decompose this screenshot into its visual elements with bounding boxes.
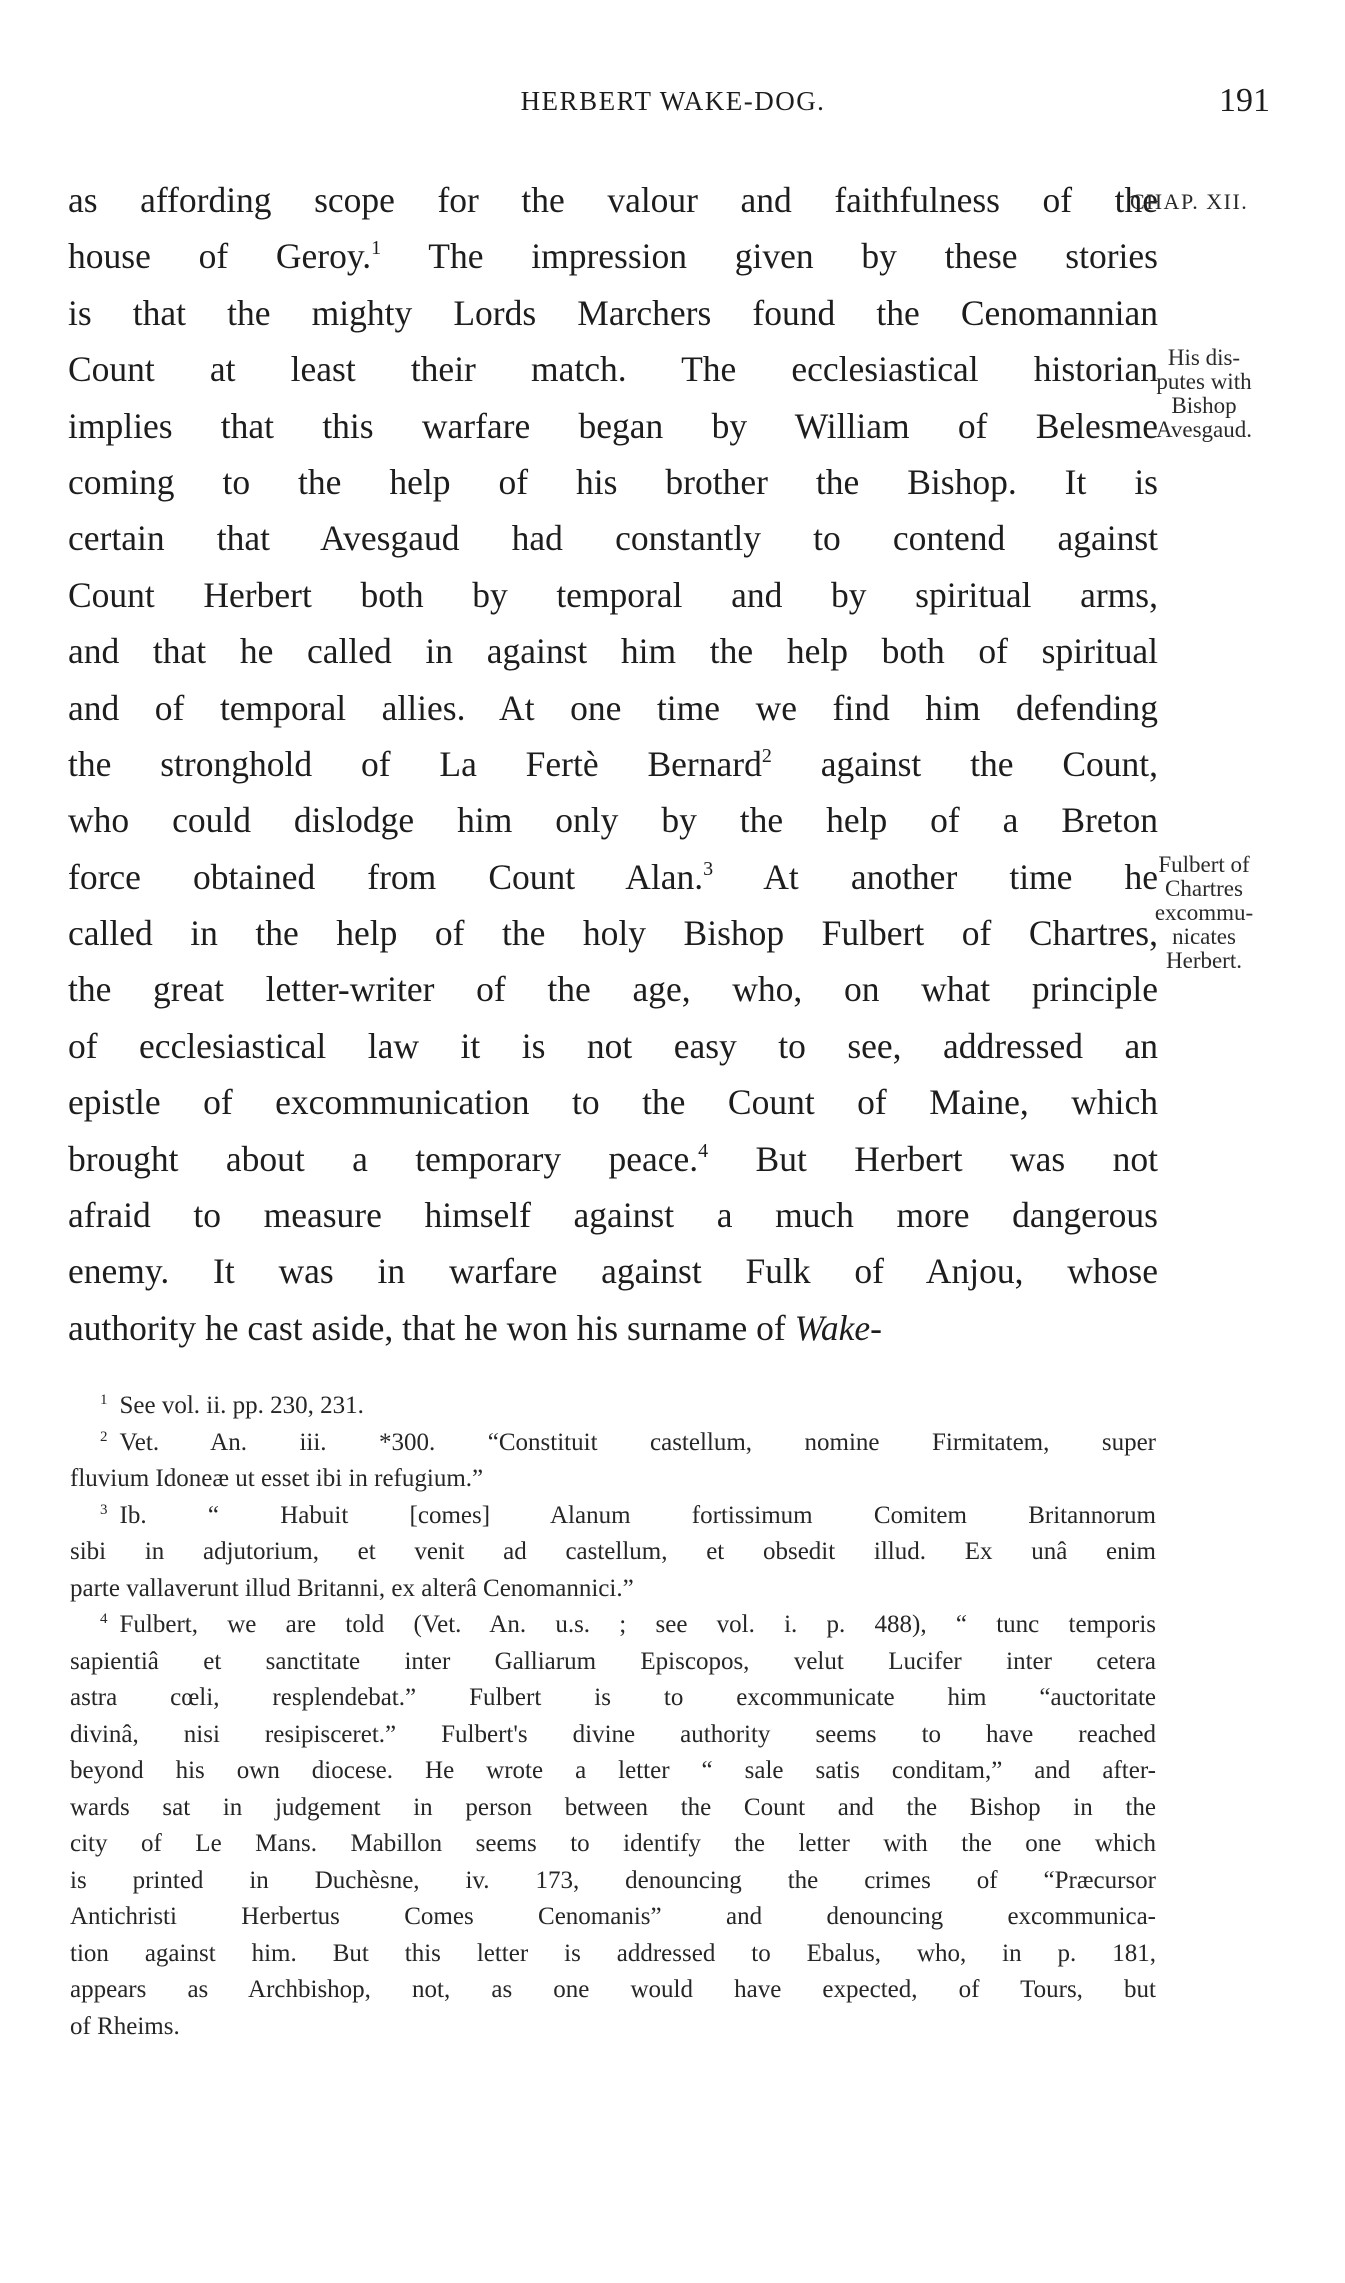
footnote-line: of Rheims.: [70, 2012, 180, 2040]
footnotes: [70, 1388, 1156, 2045]
sidenote-line: Fulbert of: [1158, 852, 1250, 877]
text-line: the stronghold of La Fertè Bernard$^2$ against the Count,: [68, 743, 1158, 784]
sidenote-line: Bishop: [1171, 393, 1237, 418]
footnote-line: is printed in Duchèsne, iv. 173, denouncing the crimes of “Præcursor: [70, 1866, 1156, 1894]
body-text: [68, 172, 1158, 1356]
footnote-mark: 1: [100, 1392, 108, 1408]
sidenote-line: Chartres: [1165, 876, 1243, 901]
text-line: house of Geroy.$^1$ The impression given by these stories: [68, 236, 1158, 277]
footnote-3: $^3$ Ib. “ Habuit [comes] Alanum fortissimum Comitem Britannorum: [100, 1501, 1156, 1529]
text-line: afraid to measure himself against a much more dangerous: [68, 1195, 1158, 1236]
sidenote-line: Avesgaud.: [1155, 417, 1253, 442]
text-line: brought about a temporary peace.$^4$ But Herbert was not: [68, 1138, 1158, 1179]
sidenote-line: nicates: [1172, 924, 1236, 949]
text-line: epistle of excommunication to the Count of Maine, which: [68, 1082, 1158, 1123]
footnote-line: fluvium Idoneæ ut esset ibi in refugium.”: [70, 1465, 484, 1492]
footnote-line: appears as Archbishop, not, as one would have expected, of Tours, but: [70, 1976, 1156, 2003]
sidenote-line: excommu-: [1154, 900, 1254, 925]
text-line: and of temporal allies. At one time we find him defending: [68, 687, 1158, 728]
footnote-4: $^4$ Fulbert, we are told (Vet. An. u.s. ; see vol. i. p. 488), “ tunc temporis: [100, 1611, 1156, 1638]
footnote-line: beyond his own diocese. He wrote a letter “ sale satis conditam,” and after-: [70, 1757, 1156, 1784]
footnote-line: divinâ, nisi resipisceret.” Fulbert's divine authority seems to have reached: [70, 1720, 1156, 1748]
running-title: HERBERT WAKE-DOG.: [520, 86, 826, 116]
sidenote-line: putes with: [1156, 369, 1252, 394]
footnote-ref: 3: [703, 857, 714, 880]
text-line: Count at least their match. The ecclesiastical historian: [68, 349, 1158, 390]
footnote-line: astra cœli, resplendebat.” Fulbert is to excommunicate him “auctoritate: [70, 1684, 1156, 1711]
text-line: authority he cast aside, that he won his surname of Wake-: [68, 1307, 882, 1348]
footnote-line: sibi in adjutorium, et venit ad castellum, et obsedit illud. Ex unâ enim: [70, 1538, 1156, 1565]
footnote-ref: 4: [698, 1139, 709, 1162]
sidenote-line: Herbert.: [1166, 948, 1242, 973]
footnote-ref: 2: [761, 744, 772, 767]
chapter-sidenote: CHAP. XII.: [1130, 189, 1249, 214]
footnote-ref: 1: [371, 237, 382, 260]
text-line: who could dislodge him only by the help of a Breton: [68, 800, 1158, 841]
text-line: and that he called in against him the help both of spiritual: [68, 631, 1158, 672]
footnote-2: $^2$ Vet. An. iii. *300. “Constituit castellum, nomine Firmitatem, super: [100, 1428, 1156, 1456]
text-line: is that the mighty Lords Marchers found the Cenomannian: [68, 292, 1158, 333]
footnote-line: wards sat in judgement in person between the Count and the Bishop in the: [70, 1793, 1156, 1821]
text-line: the great letter-writer of the age, who, on what principle: [68, 969, 1158, 1010]
footnote-1: $^1$ See vol. ii. pp. 230, 231.: [100, 1392, 364, 1419]
text-line: certain that Avesgaud had constantly to contend against: [68, 518, 1158, 559]
running-header: [68, 82, 1278, 126]
footnote-mark: 2: [100, 1428, 108, 1445]
text-line: as affording scope for the valour and faithfulness of the: [68, 180, 1158, 220]
text-line: enemy. It was in warfare against Fulk of Anjou, whose: [68, 1251, 1158, 1292]
text-line: implies that this warfare began by William of Belesme: [68, 405, 1158, 446]
page-number: 191: [1219, 82, 1270, 119]
footnote-line: Antichristi Herbertus Comes Cenomanis” and denouncing excommunica-: [70, 1903, 1156, 1930]
sidenote-fulbert: [1124, 853, 1284, 973]
text-line: force obtained from Count Alan.$^3$ At another time he: [68, 856, 1158, 897]
text-line: of ecclesiastical law it is not easy to see, addressed an: [68, 1025, 1158, 1066]
footnote-line: sapientiâ et sanctitate inter Galliarum Episcopos, velut Lucifer inter cetera: [70, 1647, 1156, 1675]
footnote-line: tion against him. But this letter is addressed to Ebalus, who, in p. 181,: [70, 1939, 1156, 1967]
footnote-mark: 3: [100, 1501, 108, 1518]
italic-word: Wake-: [794, 1307, 882, 1348]
footnote-mark: 4: [100, 1611, 108, 1627]
footnote-line: parte vallaverunt illud Britanni, ex alterâ Cenomannici.”: [70, 1574, 634, 1602]
text-line: coming to the help of his brother the Bishop. It is: [68, 461, 1158, 502]
text-line: called in the help of the holy Bishop Fulbert of Chartres,: [68, 913, 1158, 954]
sidenote-bishop-disputes: [1124, 346, 1284, 442]
sidenote-line: His dis-: [1167, 345, 1241, 370]
text-line: Count Herbert both by temporal and by spiritual arms,: [68, 574, 1158, 615]
footnote-line: city of Le Mans. Mabillon seems to identify the letter with the one which: [70, 1830, 1156, 1857]
